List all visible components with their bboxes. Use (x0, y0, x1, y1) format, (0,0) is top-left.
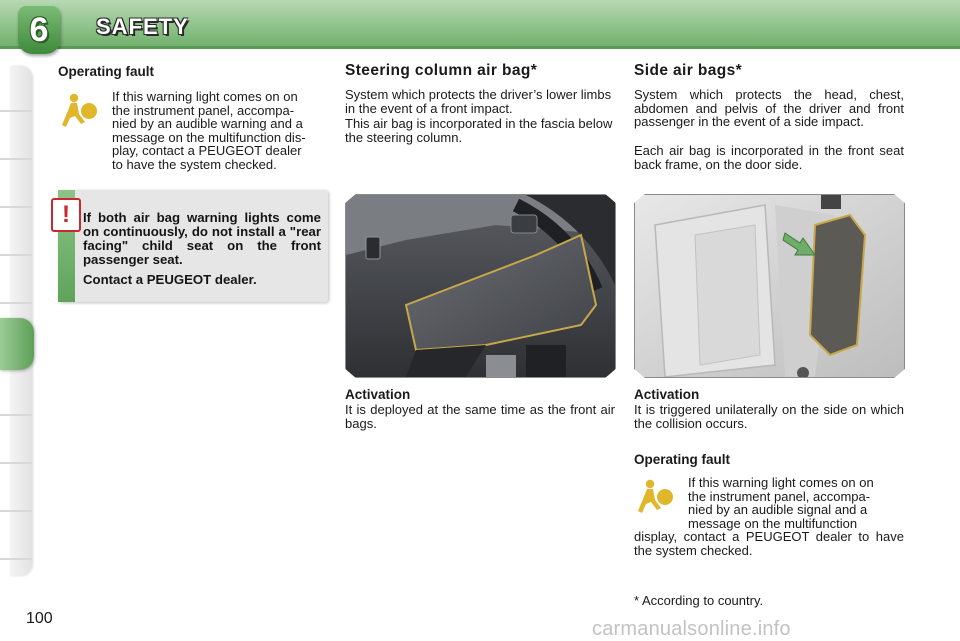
text-line: the instrument panel, accompa- (112, 102, 295, 118)
steering-airbag-para-1: System which protects the driver’s lower limbs in the event of a front impact. (345, 87, 612, 116)
warning-text (83, 211, 321, 293)
chapter-tab-divider (0, 302, 32, 304)
warning-paragraph: If both air bag warning lights come on continuously, do not install a "rear facing" child seat on the front passenger seat. (83, 210, 321, 267)
text-line: nied by an audible warning and a (112, 116, 303, 131)
airbag-warning-icon (636, 478, 680, 518)
side-airbag-photo (634, 194, 905, 378)
chapter-title: SAFETY (96, 14, 189, 39)
steering-column-airbag-photo (345, 194, 616, 378)
side-operating-fault-text (688, 476, 904, 530)
side-airbags-heading: Side air bags* (634, 62, 743, 79)
chapter-tab-active[interactable] (0, 318, 34, 370)
text-line: the instrument panel, accompa- (688, 488, 871, 504)
operating-fault-text (112, 90, 327, 171)
chapter-tab-divider (0, 462, 32, 464)
watermark: carmanualsonline.info (592, 618, 791, 640)
chapter-tab-divider (0, 158, 32, 160)
footnote: * According to country. (634, 593, 764, 608)
steering-airbag-heading: Steering column air bag* (345, 62, 538, 79)
steering-airbag-para-2: This air bag is incorporated in the fascia below the steering column. (345, 116, 613, 145)
chapter-tab-divider (0, 414, 32, 416)
chapter-tab-divider (0, 206, 32, 208)
side-operating-fault-heading: Operating fault (634, 452, 731, 467)
side-airbags-para-1: System which protects the head, chest, abdomen and pelvis of the driver and front passenger in the event of a side impact. (634, 87, 904, 129)
text-line: nied by an audible signal and a (688, 502, 868, 517)
text-line: message on the multifunction dis- (112, 129, 306, 145)
steering-activation-heading: Activation (345, 387, 411, 402)
chapter-tab-divider (0, 510, 32, 512)
airbag-warning-icon (60, 92, 104, 132)
chapter-badge (18, 6, 60, 54)
side-activation-text: It is triggered unilaterally on the side on which the collision occurs. (634, 402, 904, 431)
side-operating-fault-tail: display, contact a PEUGEOT dealer to have the system checked. (634, 529, 904, 558)
side-airbags-para-2: Each air bag is incorporated in the front seat back frame, on the door side. (634, 143, 904, 172)
text-line: play, contact a PEUGEOT dealer (112, 143, 302, 158)
steering-activation-text: It is deployed at the same time as the front air bags. (345, 402, 615, 431)
operating-fault-heading: Operating fault (58, 64, 155, 79)
chapter-tab-divider (0, 254, 32, 256)
text-line: message on the multifunction (688, 515, 858, 531)
page-number: 100 (26, 610, 53, 627)
text-line: to have the system checked. (112, 156, 277, 172)
text-line: If this warning light comes on on (112, 89, 298, 104)
chapter-tab-divider (0, 110, 32, 112)
text-line: If this warning light comes on on (688, 475, 874, 490)
side-activation-heading: Activation (634, 387, 700, 402)
warning-contact: Contact a PEUGEOT dealer. (83, 272, 257, 287)
header-divider (0, 46, 960, 49)
chapter-number: 6 (29, 10, 49, 49)
chapter-tab-divider (0, 558, 32, 560)
warning-exclamation-icon: ! (51, 198, 81, 232)
